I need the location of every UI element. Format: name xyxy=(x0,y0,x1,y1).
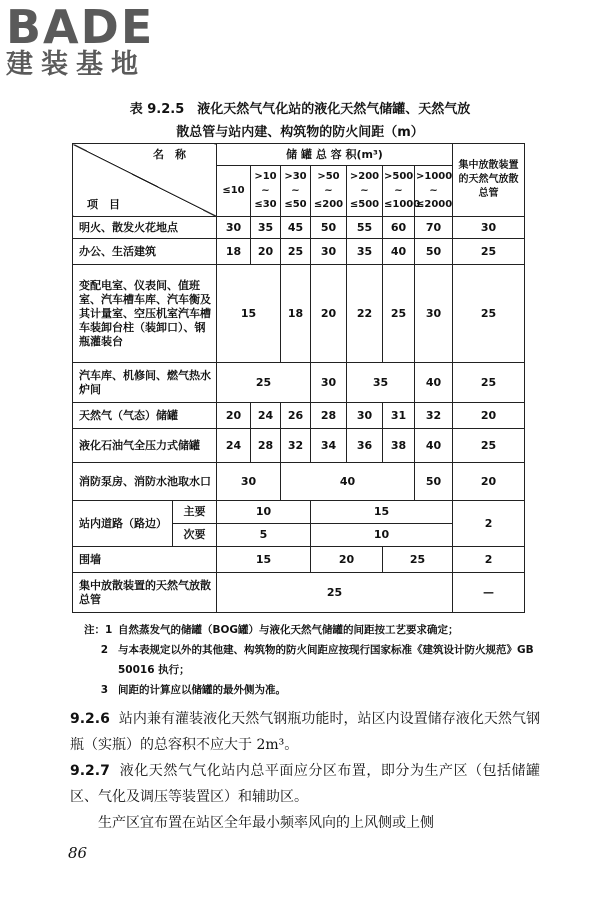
cell: 15 xyxy=(311,501,453,524)
col-header: >1000 ~ ≤2000 xyxy=(415,166,453,217)
cell: 25 xyxy=(217,363,311,403)
clause-text: 液化天然气气化站内总平面应分区布置，即分为生产区（包括储罐区、气化及调压等装置区）和辅助区。 xyxy=(70,763,540,805)
body-paragraph: 生产区宜布置在站区全年最小频率风向的上风侧或上侧 xyxy=(98,815,434,831)
cell: 30 xyxy=(415,265,453,363)
sub-label: 主要 xyxy=(173,501,217,524)
table-row xyxy=(73,265,525,363)
cell: 10 xyxy=(217,501,311,524)
cell: 30 xyxy=(311,363,347,403)
cell: 20 xyxy=(217,403,251,429)
cell: 32 xyxy=(415,403,453,429)
cell: 20 xyxy=(311,547,383,573)
col-header: ≤10 xyxy=(217,166,251,217)
cell: 28 xyxy=(251,429,281,463)
cell: 35 xyxy=(251,217,281,239)
cell: 55 xyxy=(347,217,383,239)
cell: 15 xyxy=(217,265,281,363)
cell: 40 xyxy=(415,429,453,463)
cell: 25 xyxy=(383,265,415,363)
header-tank-total: 储 罐 总 容 积(m³) xyxy=(217,144,453,166)
vent-cell: 25 xyxy=(453,429,525,463)
note-number: 注：1 xyxy=(84,624,113,636)
cell: 24 xyxy=(251,403,281,429)
cell: 22 xyxy=(347,265,383,363)
cell: 45 xyxy=(281,217,311,239)
cell: 20 xyxy=(311,265,347,363)
clause-9-2-7 xyxy=(70,758,540,810)
table-row xyxy=(73,217,525,239)
cell: 31 xyxy=(383,403,415,429)
row-label: 汽车库、机修间、燃气热水炉间 xyxy=(73,363,217,403)
header-item: 项 目 xyxy=(87,198,120,211)
brand-logo xyxy=(6,2,154,80)
cell: 50 xyxy=(311,217,347,239)
col-header: >500 ~ ≤1000 xyxy=(383,166,415,217)
row-label: 消防泵房、消防水池取水口 xyxy=(73,463,217,501)
cell: 30 xyxy=(217,463,281,501)
cell: 20 xyxy=(251,239,281,265)
cell: 40 xyxy=(383,239,415,265)
note-number: 3 xyxy=(100,684,108,696)
cell: 18 xyxy=(217,239,251,265)
fire-distance-table xyxy=(72,143,525,613)
clause-number: 9.2.7 xyxy=(70,763,110,779)
cell: 5 xyxy=(217,524,311,547)
cell: 28 xyxy=(311,403,347,429)
cell: 40 xyxy=(281,463,415,501)
vent-cell: 20 xyxy=(453,403,525,429)
cell: 10 xyxy=(311,524,453,547)
cell: 25 xyxy=(383,547,453,573)
row-label: 变配电室、仪表间、值班室、汽车槽车库、汽车衡及其计量室、空压机室汽车槽车装卸台柱（装卸口）、钢瓶灌装台 xyxy=(73,265,217,363)
row-label: 站内道路（路边） xyxy=(73,501,173,547)
col-header: >30 ~ ≤50 xyxy=(281,166,311,217)
row-label: 集中放散装置的天然气放散总管 xyxy=(73,573,217,613)
table-row xyxy=(73,239,525,265)
table-row xyxy=(73,463,525,501)
cell: 30 xyxy=(347,403,383,429)
cell: 25 xyxy=(281,239,311,265)
page-number: 86 xyxy=(68,844,88,862)
logo-subtitle: 建装基地 xyxy=(6,49,146,80)
table-row xyxy=(73,403,525,429)
sub-label: 次要 xyxy=(173,524,217,547)
table-caption-line1: 表 9.2.5 液化天然气气化站的液化天然气储罐、天然气放 xyxy=(129,102,471,117)
note-text: 自然蒸发气的储罐（BOG罐）与液化天然气储罐的间距按工艺要求确定； xyxy=(118,624,459,636)
table-row xyxy=(73,573,525,613)
vent-cell: 25 xyxy=(453,239,525,265)
row-label: 围墙 xyxy=(73,547,217,573)
cell: 35 xyxy=(347,239,383,265)
cell: 18 xyxy=(281,265,311,363)
cell: 32 xyxy=(281,429,311,463)
vent-cell: 2 xyxy=(453,547,525,573)
table-row xyxy=(73,501,525,524)
table-row xyxy=(73,429,525,463)
cell: 36 xyxy=(347,429,383,463)
cell: 24 xyxy=(217,429,251,463)
table-row xyxy=(73,547,525,573)
cell: 26 xyxy=(281,403,311,429)
note-item xyxy=(84,640,534,680)
note-item xyxy=(84,620,534,640)
clause-number: 9.2.6 xyxy=(70,711,110,727)
vent-cell: — xyxy=(453,573,525,613)
cell: 15 xyxy=(217,547,311,573)
header-name: 名 称 xyxy=(153,148,186,161)
table-caption-line2: 散总管与站内建、构筑物的防火间距（m） xyxy=(176,125,424,140)
note-text: 与本表规定以外的其他建、构筑物的防火间距应按现行国家标准《建筑设计防火规范》GB 50016 执行； xyxy=(118,644,534,676)
vent-cell: 25 xyxy=(453,363,525,403)
cell: 50 xyxy=(415,239,453,265)
cell: 38 xyxy=(383,429,415,463)
header-vent: 集中放散装置的天然气放散总管 xyxy=(453,144,525,217)
col-header: >200 ~ ≤500 xyxy=(347,166,383,217)
col-header: >10 ~ ≤30 xyxy=(251,166,281,217)
cell: 50 xyxy=(415,463,453,501)
col-header: >50 ~ ≤200 xyxy=(311,166,347,217)
vent-cell: 20 xyxy=(453,463,525,501)
table-header-row xyxy=(73,144,525,166)
vent-cell: 25 xyxy=(453,265,525,363)
cell: 30 xyxy=(311,239,347,265)
note-text: 间距的计算应以储罐的最外侧为准。 xyxy=(118,684,286,696)
note-number: 2 xyxy=(100,644,108,656)
row-label: 办公、生活建筑 xyxy=(73,239,217,265)
logo-text: BADE xyxy=(6,0,155,54)
cell: 30 xyxy=(217,217,251,239)
cell: 34 xyxy=(311,429,347,463)
vent-cell: 2 xyxy=(453,501,525,547)
cell: 25 xyxy=(217,573,453,613)
note-item xyxy=(84,680,534,700)
cell: 60 xyxy=(383,217,415,239)
clause-9-2-6 xyxy=(70,706,540,758)
row-label: 明火、散发火花地点 xyxy=(73,217,217,239)
cell: 40 xyxy=(415,363,453,403)
clause-text: 站内兼有灌装液化天然气钢瓶功能时，站区内设置储存液化天然气钢瓶（实瓶）的总容积不应大于 2m³。 xyxy=(70,711,540,753)
table-notes xyxy=(84,620,534,700)
vent-cell: 30 xyxy=(453,217,525,239)
table-row xyxy=(73,363,525,403)
cell: 70 xyxy=(415,217,453,239)
row-label: 天然气（气态）储罐 xyxy=(73,403,217,429)
cell: 35 xyxy=(347,363,415,403)
diagonal-header-cell xyxy=(73,144,217,217)
row-label: 液化石油气全压力式储罐 xyxy=(73,429,217,463)
